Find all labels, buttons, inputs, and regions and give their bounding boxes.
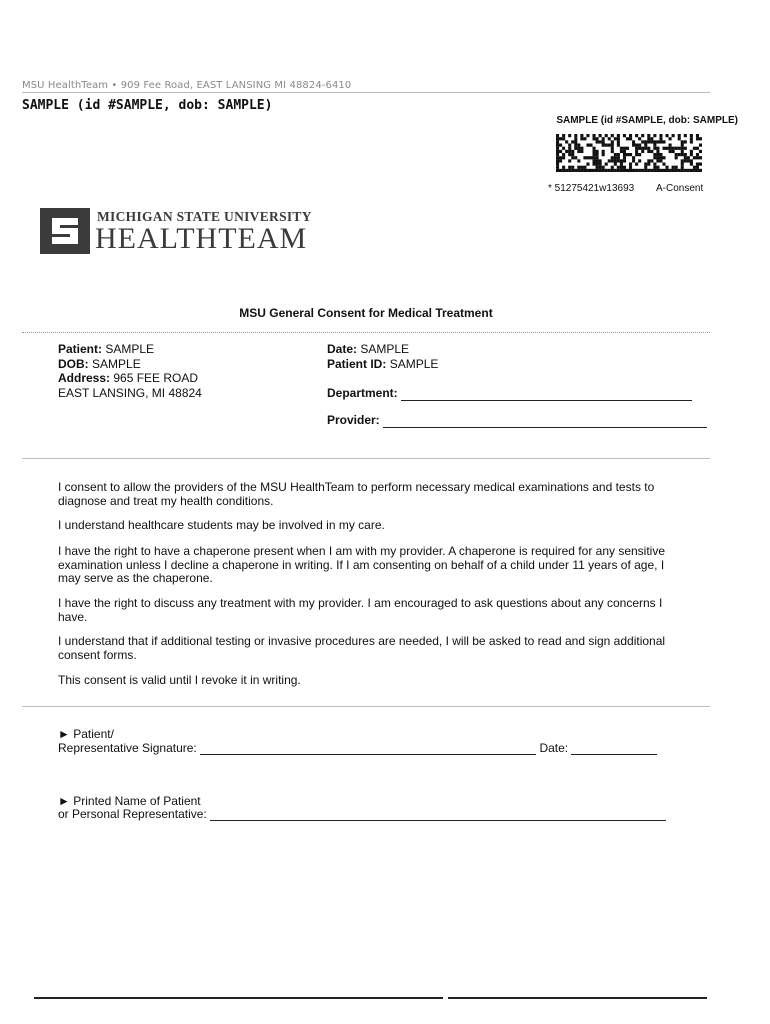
barcode-patient-label: SAMPLE (id #SAMPLE, dob: SAMPLE) — [556, 115, 738, 126]
signature-label: Representative Signature: — [58, 741, 197, 755]
consent-paragraph: This consent is valid until I revoke it in writing. — [58, 673, 301, 687]
consent-paragraph: I have the right to have a chaperone present when I am with my provider. A chaperone is required for any sensitive examination unless I decline a chaperone in writing. If I am consenting on behalf of a child under 11 years of age, I may serve as the chaperone. — [58, 544, 666, 585]
document-title: MSU General Consent for Medical Treatment — [239, 306, 493, 320]
title-divider — [22, 332, 710, 333]
consent-paragraph: I have the right to discuss any treatment with my provider. I am encouraged to ask questions about any concerns I have. — [58, 596, 663, 624]
logo-university-name: MICHIGAN STATE UNIVERSITY — [97, 209, 312, 224]
patient-label: Patient: — [58, 342, 103, 356]
barcode-form-type: A-Consent — [656, 183, 704, 194]
footer-rule-right — [448, 997, 707, 999]
provider-label: Provider: — [327, 413, 380, 427]
printed-name-label-line1 — [58, 794, 201, 808]
dob-label: DOB: — [58, 357, 89, 371]
signature-date-label: Date: — [539, 741, 569, 755]
address-line1: 965 FEE ROAD — [113, 371, 199, 385]
date-label: Date: — [327, 342, 358, 356]
printed-name-label2: or Personal Representative: — [58, 807, 207, 821]
patient-field — [58, 342, 154, 357]
provider-input-line[interactable] — [383, 415, 707, 428]
dob-value: SAMPLE — [92, 357, 141, 371]
signature-patient-label: Patient/ — [73, 727, 114, 741]
signature-date-input-line[interactable] — [571, 742, 657, 755]
patient-id-field — [327, 357, 438, 372]
consent-divider — [22, 706, 710, 707]
date-field — [327, 342, 409, 357]
logo-healthteam: HEALTHTEAM — [95, 222, 308, 255]
patient-value: SAMPLE — [105, 342, 155, 356]
footer-rule-left — [34, 997, 443, 999]
printed-name-input-line[interactable] — [210, 808, 666, 821]
printed-name-label: Printed Name of Patient — [73, 794, 201, 808]
signature-input-line[interactable] — [200, 742, 536, 755]
consent-paragraph: I consent to allow the providers of the MSU HealthTeam to perform necessary medical examinations and tests to diagnose and treat my health conditions. — [58, 480, 655, 508]
patient-id-value: SAMPLE — [389, 357, 439, 371]
info-divider — [22, 458, 710, 459]
signature-label-line1 — [58, 727, 114, 741]
printed-name-row — [58, 807, 666, 821]
patient-id-label: Patient ID: — [327, 357, 387, 371]
address-field — [58, 371, 198, 386]
arrow-icon: ► — [58, 727, 70, 741]
msu-spartan-logo-icon — [40, 208, 90, 254]
department-input-line[interactable] — [401, 388, 692, 401]
department-label: Department: — [327, 386, 398, 400]
consent-paragraph: I understand healthcare students may be involved in my care. — [58, 518, 385, 532]
clinic-address: MSU HealthTeam • 909 Fee Road, EAST LANSING MI 48824-6410 — [22, 80, 352, 91]
provider-field — [327, 413, 707, 428]
department-field — [327, 386, 692, 401]
address-line2: EAST LANSING, MI 48824 — [58, 386, 202, 400]
datamatrix-barcode — [556, 134, 702, 172]
consent-paragraph: I understand that if additional testing or invasive procedures are needed, I will be asked to read and sign additional consent forms. — [58, 634, 666, 662]
arrow-icon: ► — [58, 794, 70, 808]
signature-row — [58, 741, 657, 755]
header-divider — [22, 92, 710, 93]
date-value: SAMPLE — [360, 342, 410, 356]
address-label: Address: — [58, 371, 111, 385]
dob-field — [58, 357, 141, 372]
patient-sample-label: SAMPLE (id #SAMPLE, dob: SAMPLE) — [22, 98, 273, 113]
barcode-id: * 51275421w13693 — [548, 183, 635, 194]
